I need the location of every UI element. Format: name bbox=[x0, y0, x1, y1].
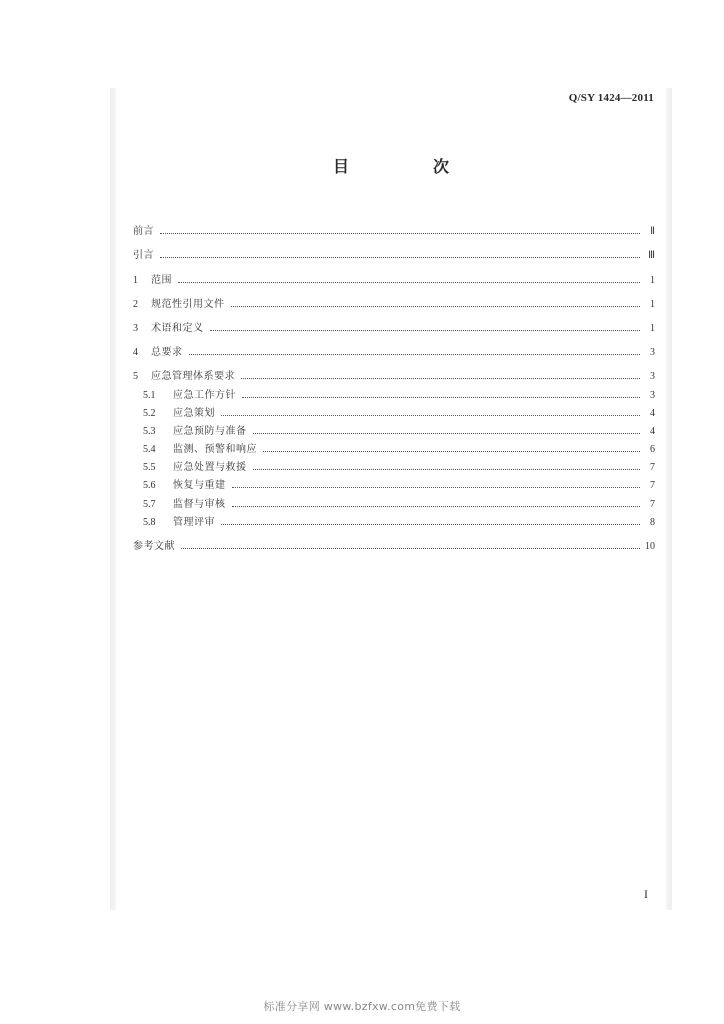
toc-entry-title: 应急处置与救援 bbox=[173, 462, 247, 474]
toc-entry-title: 应急策划 bbox=[173, 407, 215, 419]
table-of-contents bbox=[133, 213, 655, 552]
toc-leader-dots bbox=[178, 281, 640, 283]
toc-entry-page: 7 bbox=[650, 462, 655, 474]
toc-entry-title: 应急管理体系要求 bbox=[151, 371, 235, 383]
toc-leader-dots bbox=[221, 523, 640, 525]
toc-entry-title: 术语和定义 bbox=[151, 322, 204, 334]
toc-entry-number: 5.8 bbox=[143, 516, 156, 528]
toc-entry-page: 3 bbox=[650, 371, 655, 383]
document-page bbox=[116, 80, 666, 912]
toc-entry-page: 4 bbox=[650, 407, 655, 419]
toc-leader-dots bbox=[232, 486, 641, 488]
toc-entry[interactable] bbox=[133, 437, 655, 455]
toc-entry-number: 2 bbox=[133, 298, 138, 310]
toc-entry-title: 总要求 bbox=[151, 347, 183, 359]
toc-entry[interactable] bbox=[133, 310, 655, 334]
toc-entry[interactable] bbox=[133, 455, 655, 473]
toc-entry-page: 1 bbox=[650, 274, 655, 286]
toc-entry-title: 应急预防与准备 bbox=[173, 425, 247, 437]
toc-entry[interactable] bbox=[133, 473, 655, 491]
toc-entry-title: 监测、预警和响应 bbox=[173, 444, 257, 456]
toc-entry-number: 5.1 bbox=[143, 389, 156, 401]
toc-entry-title: 参考文献 bbox=[133, 541, 175, 552]
toc-title: 目 次 bbox=[332, 157, 483, 176]
toc-entry-number: 5.3 bbox=[143, 425, 156, 437]
toc-entry-number: 5.5 bbox=[143, 462, 156, 474]
toc-leader-dots bbox=[241, 377, 640, 379]
toc-entry-page: 4 bbox=[650, 425, 655, 437]
toc-entry[interactable] bbox=[133, 491, 655, 509]
toc-leader-dots bbox=[221, 414, 640, 416]
toc-leader-dots bbox=[181, 547, 640, 549]
toc-entry-number: 4 bbox=[133, 347, 138, 359]
toc-entry-page: 6 bbox=[650, 444, 655, 456]
toc-leader-dots bbox=[210, 329, 641, 331]
toc-entry-number: 5.7 bbox=[143, 498, 156, 510]
toc-entry-page: 1 bbox=[650, 322, 655, 334]
toc-entry-title: 前言 bbox=[133, 226, 154, 238]
toc-entry-title: 监督与审核 bbox=[173, 498, 226, 510]
toc-entry-page: 1 bbox=[650, 298, 655, 310]
toc-leader-dots bbox=[253, 468, 641, 470]
toc-entry[interactable] bbox=[133, 213, 655, 237]
toc-leader-dots bbox=[189, 353, 641, 355]
toc-entry-page: 8 bbox=[650, 516, 655, 528]
toc-entry-title: 规范性引用文件 bbox=[151, 298, 225, 310]
toc-entry[interactable] bbox=[133, 286, 655, 310]
toc-entry[interactable] bbox=[133, 358, 655, 382]
toc-entry[interactable] bbox=[133, 510, 655, 528]
toc-entry[interactable] bbox=[133, 528, 655, 552]
toc-entry-page: 7 bbox=[650, 498, 655, 510]
toc-leader-dots bbox=[231, 305, 641, 307]
toc-entry-number: 5 bbox=[133, 371, 138, 383]
toc-entry-number: 5.4 bbox=[143, 444, 156, 456]
toc-entry-page: Ⅱ bbox=[650, 226, 655, 238]
toc-entry[interactable] bbox=[133, 261, 655, 285]
toc-leader-dots bbox=[160, 232, 640, 234]
toc-entry-title: 管理评审 bbox=[173, 516, 215, 528]
toc-entry-page: Ⅲ bbox=[648, 250, 655, 262]
toc-entry-title: 范围 bbox=[151, 274, 172, 286]
toc-entry[interactable] bbox=[133, 419, 655, 437]
toc-entry[interactable] bbox=[133, 334, 655, 358]
toc-entry-number: 1 bbox=[133, 274, 138, 286]
toc-entry-page: 3 bbox=[650, 347, 655, 359]
document-code: Q/SY 1424—2011 bbox=[568, 92, 654, 104]
toc-entry[interactable] bbox=[133, 237, 655, 261]
toc-entry-page: 3 bbox=[650, 389, 655, 401]
toc-leader-dots bbox=[242, 396, 640, 398]
toc-leader-dots bbox=[263, 450, 640, 452]
page-number: I bbox=[644, 887, 648, 901]
toc-entry-number: 5.2 bbox=[143, 407, 156, 419]
toc-entry-title: 应急工作方针 bbox=[173, 389, 236, 401]
toc-leader-dots bbox=[160, 256, 640, 258]
toc-entry-page: 7 bbox=[650, 480, 655, 492]
toc-leader-dots bbox=[253, 432, 641, 434]
toc-entry-page: 10 bbox=[645, 541, 655, 552]
watermark-text: 标准分享网 www.bzfxw.com免费下载 bbox=[263, 1000, 461, 1013]
toc-entry-title: 恢复与重建 bbox=[173, 480, 226, 492]
toc-entry-number: 3 bbox=[133, 322, 138, 334]
toc-entry[interactable] bbox=[133, 401, 655, 419]
toc-entry-number: 5.6 bbox=[143, 480, 156, 492]
toc-leader-dots bbox=[232, 505, 641, 507]
toc-entry[interactable] bbox=[133, 382, 655, 400]
toc-entry-title: 引言 bbox=[133, 250, 154, 262]
